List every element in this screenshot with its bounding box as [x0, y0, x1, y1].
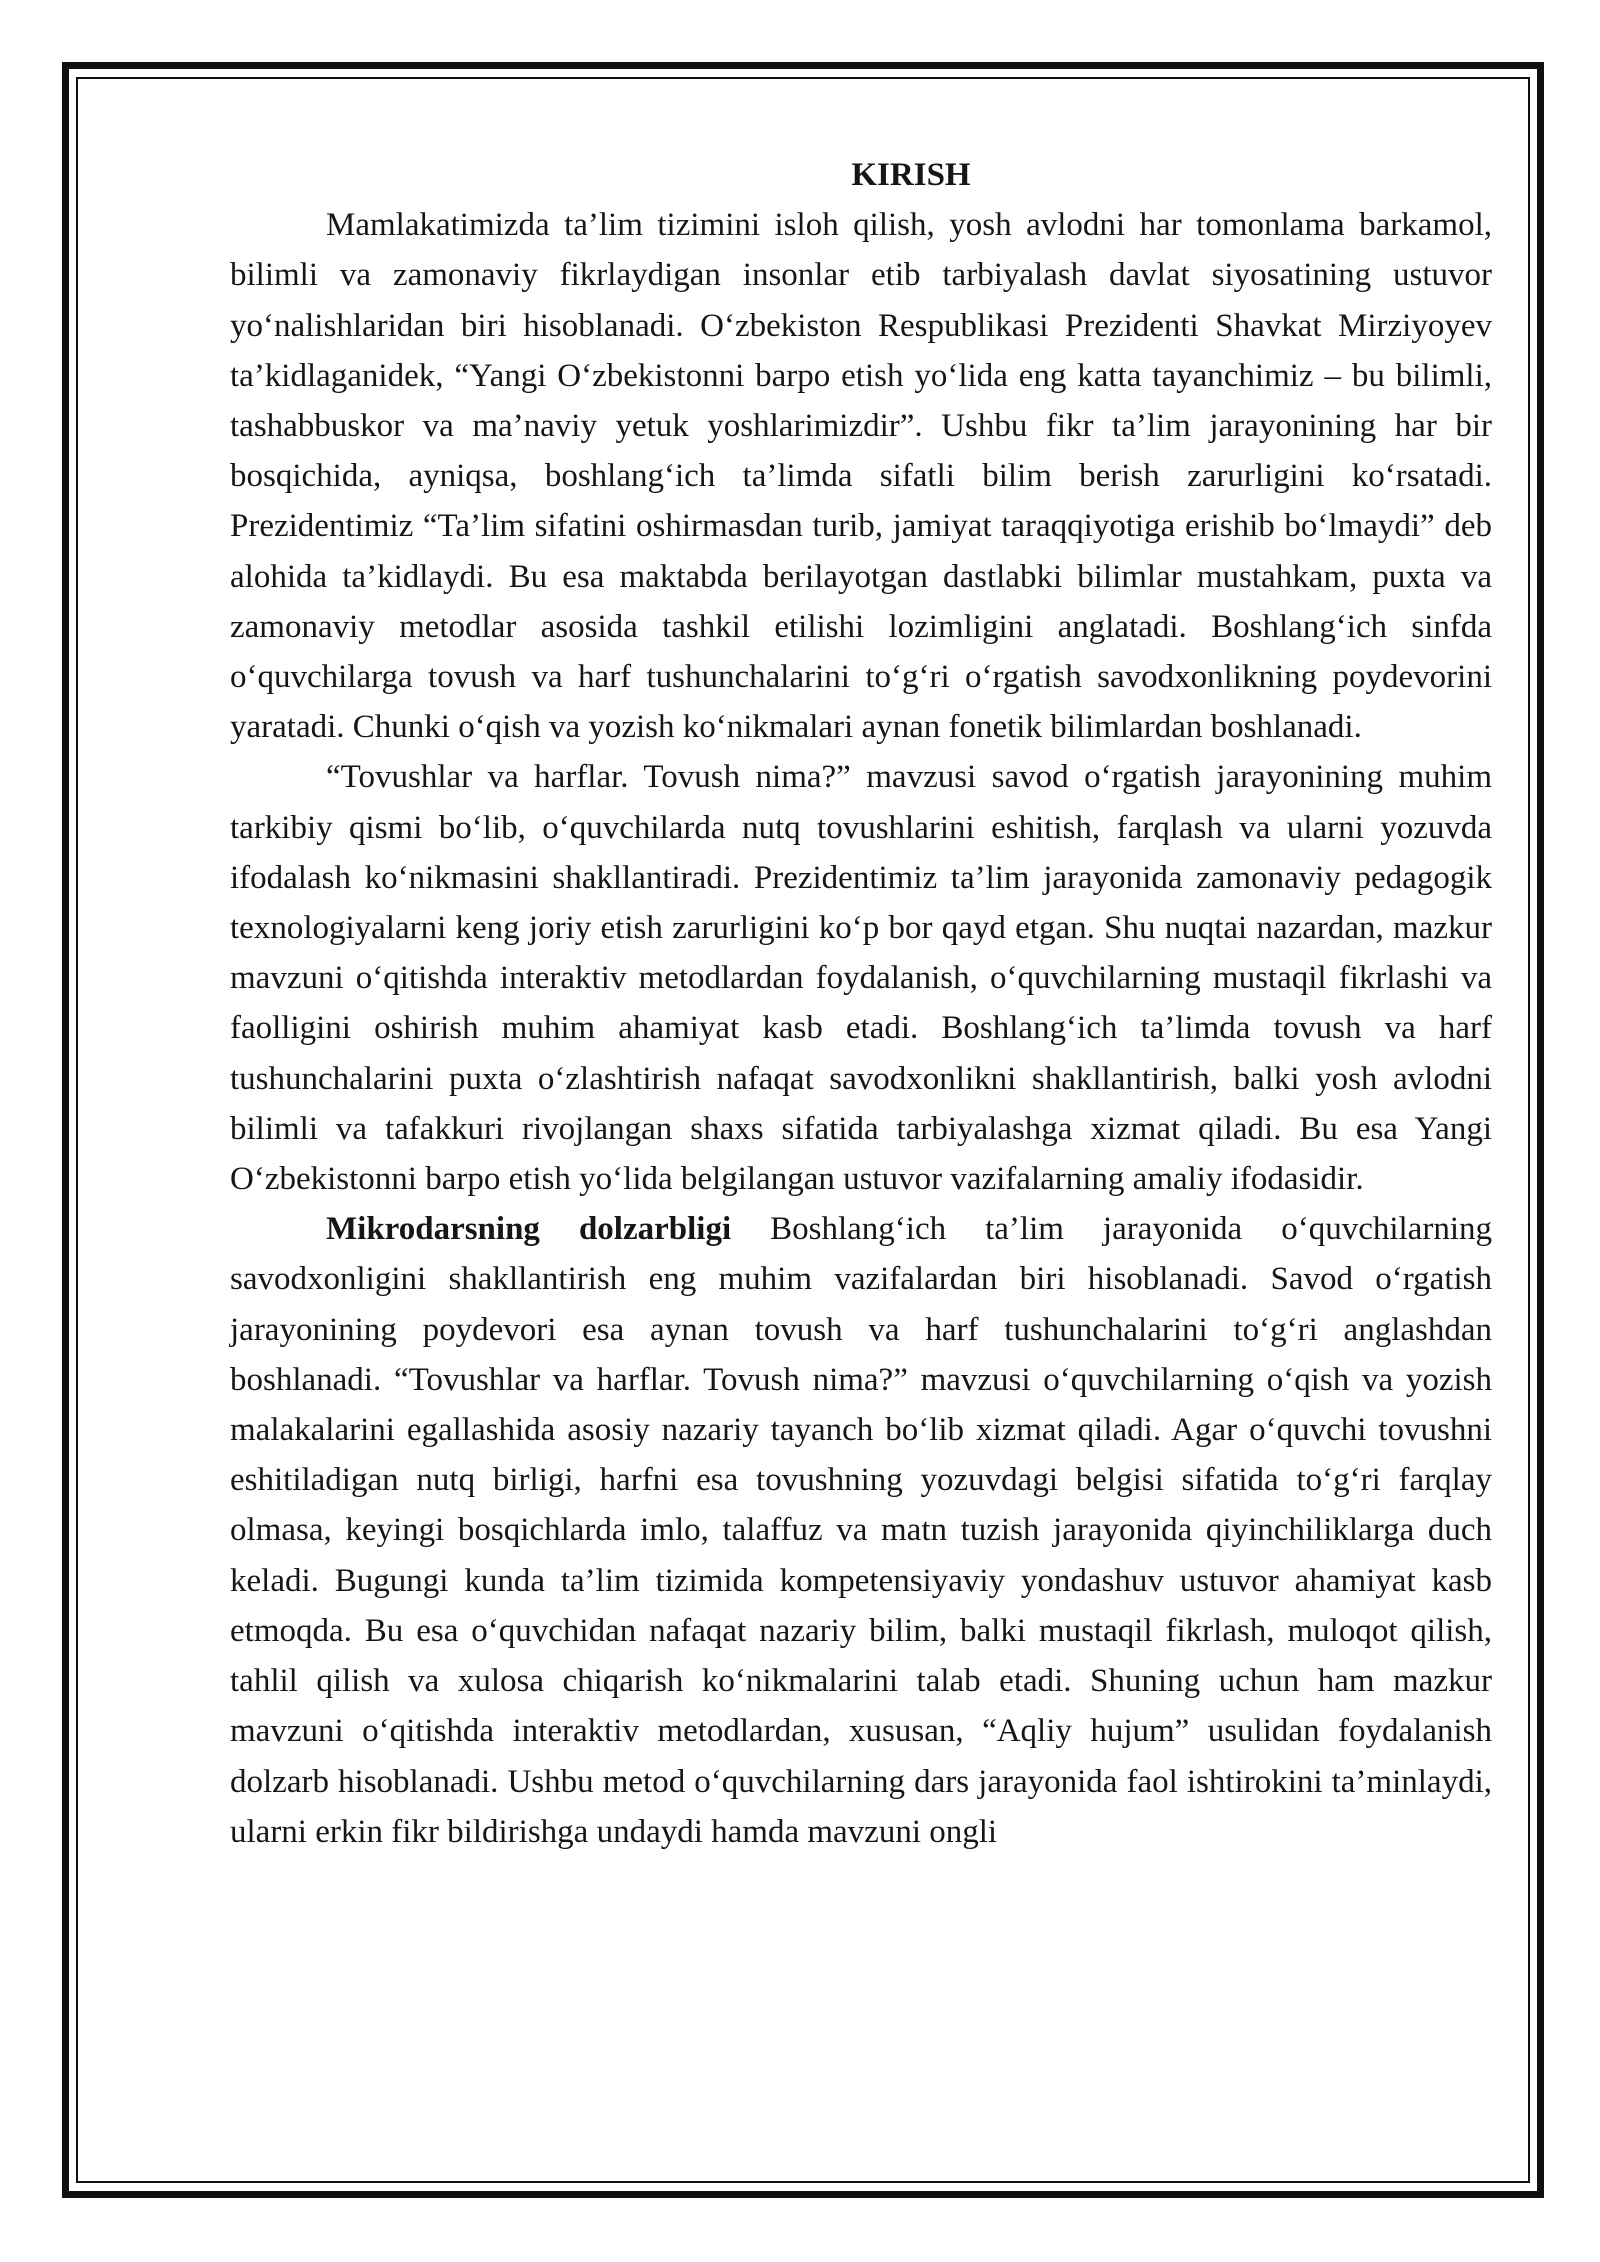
- paragraph-relevance-heading: Mikrodarsning dolzarbligi: [326, 1211, 732, 1248]
- paragraph-intro: [230, 200, 1492, 752]
- page-content: [230, 150, 1492, 1857]
- section-title: KIRISH: [851, 157, 971, 193]
- paragraph-intro-text: Mamlakatimizda ta’lim tizimini isloh qilish, yosh avlodni har tomonlama barkamol, bilimli va zamonaviy fikrlaydigan insonlar etib tarbiyalash davlat siyosatining ustuvor yo‘nalishlaridan biri hisoblanadi. O‘zbekiston Respublikasi Prezidenti Shavkat Mirziyoyev ta’kidlaganidek, “Yangi O‘zbekistonni barpo etish yo‘lida eng katta tayanchimiz – bu bilimli, tashabbuskor va ma’naviy yetuk yoshlarimizdir”. Ushbu fikr ta’lim jarayonining har bir bosqichida, ayniqsa, boshlang‘ich ta’limda sifatli bilim berish zarurligini ko‘rsatadi. Prezidentimiz “Ta’lim sifatini oshirmasdan turib, jamiyat taraqqiyotiga erishib bo‘lmaydi” deb alohida ta’kidlaydi. Bu esa maktabda berilayotgan dastlabki bilimlar mustahkam, puxta va zamonaviy metodlar asosida tashkil etilishi lozimligini anglatadi. Boshlang‘ich sinfda o‘quvchilarga tovush va harf tushunchalarini to‘g‘ri o‘rgatish savodxonlikning poydevorini yaratadi. Chunki o‘qish va yozish ko‘nikmalari aynan fonetik bilimlardan boshlanadi.: [230, 207, 1492, 746]
- paragraph-relevance: [230, 1204, 1492, 1857]
- paragraph-relevance-text: Boshlang‘ich ta’lim jarayonida o‘quvchilarning savodxonligini shakllantirish eng muhim vazifalardan biri hisoblanadi. Savod o‘rgatish jarayonining poydevori esa aynan tovush va harf tushunchalarini to‘g‘ri anglashdan boshlanadi. “Tovushlar va harflar. Tovush nima?” mavzusi o‘quvchilarning o‘qish va yozish malakalarini egallashida asosiy nazariy tayanch bo‘lib xizmat qiladi. Agar o‘quvchi tovushni eshitiladigan nutq birligi, harfni esa tovushning yozuvdagi belgisi sifatida to‘g‘ri farqlay olmasa, keyingi bosqichlarda imlo, talaffuz va matn tuzish jarayonida qiyinchiliklarga duch keladi. Bugungi kunda ta’lim tizimida kompetensiyaviy yondashuv ustuvor ahamiyat kasb etmoqda. Bu esa o‘quvchidan nafaqat nazariy bilim, balki mustaqil fikrlash, muloqot qilish, tahlil qilish va xulosa chiqarish ko‘nikmalarini talab etadi. Shuning uchun ham mazkur mavzuni o‘qitishda interaktiv metodlardan, xususan, “Aqliy hujum” usulidan foydalanish dolzarb hisoblanadi. Ushbu metod o‘quvchilarning dars jarayonida faol ishtirokini ta’minlaydi, ularni erkin fikr bildirishga undaydi hamda mavzuni ongli: [230, 1211, 1492, 1850]
- paragraph-topic-text: “Tovushlar va harflar. Tovush nima?” mavzusi savod o‘rgatish jarayonining muhim tarkibiy qismi bo‘lib, o‘quvchilarda nutq tovushlarini eshitish, farqlash va ularni yozuvda ifodalash ko‘nikmasini shakllantiradi. Prezidentimiz ta’lim jarayonida zamonaviy pedagogik texnologiyalarni keng joriy etish zarurligini ko‘p bor qayd etgan. Shu nuqtai nazardan, mazkur mavzuni o‘qitishda interaktiv metodlardan foydalanish, o‘quvchilarning mustaqil fikrlashi va faolligini oshirish muhim ahamiyat kasb etadi. Boshlang‘ich ta’limda tovush va harf tushunchalarini puxta o‘zlashtirish nafaqat savodxonlikni shakllantirish, balki yosh avlodni bilimli va tafakkuri rivojlangan shaxs sifatida tarbiyalashga xizmat qiladi. Bu esa Yangi O‘zbekistonni barpo etish yo‘lida belgilangan ustuvor vazifalarning amaliy ifodasidir.: [230, 759, 1492, 1198]
- paragraph-topic: [230, 752, 1492, 1204]
